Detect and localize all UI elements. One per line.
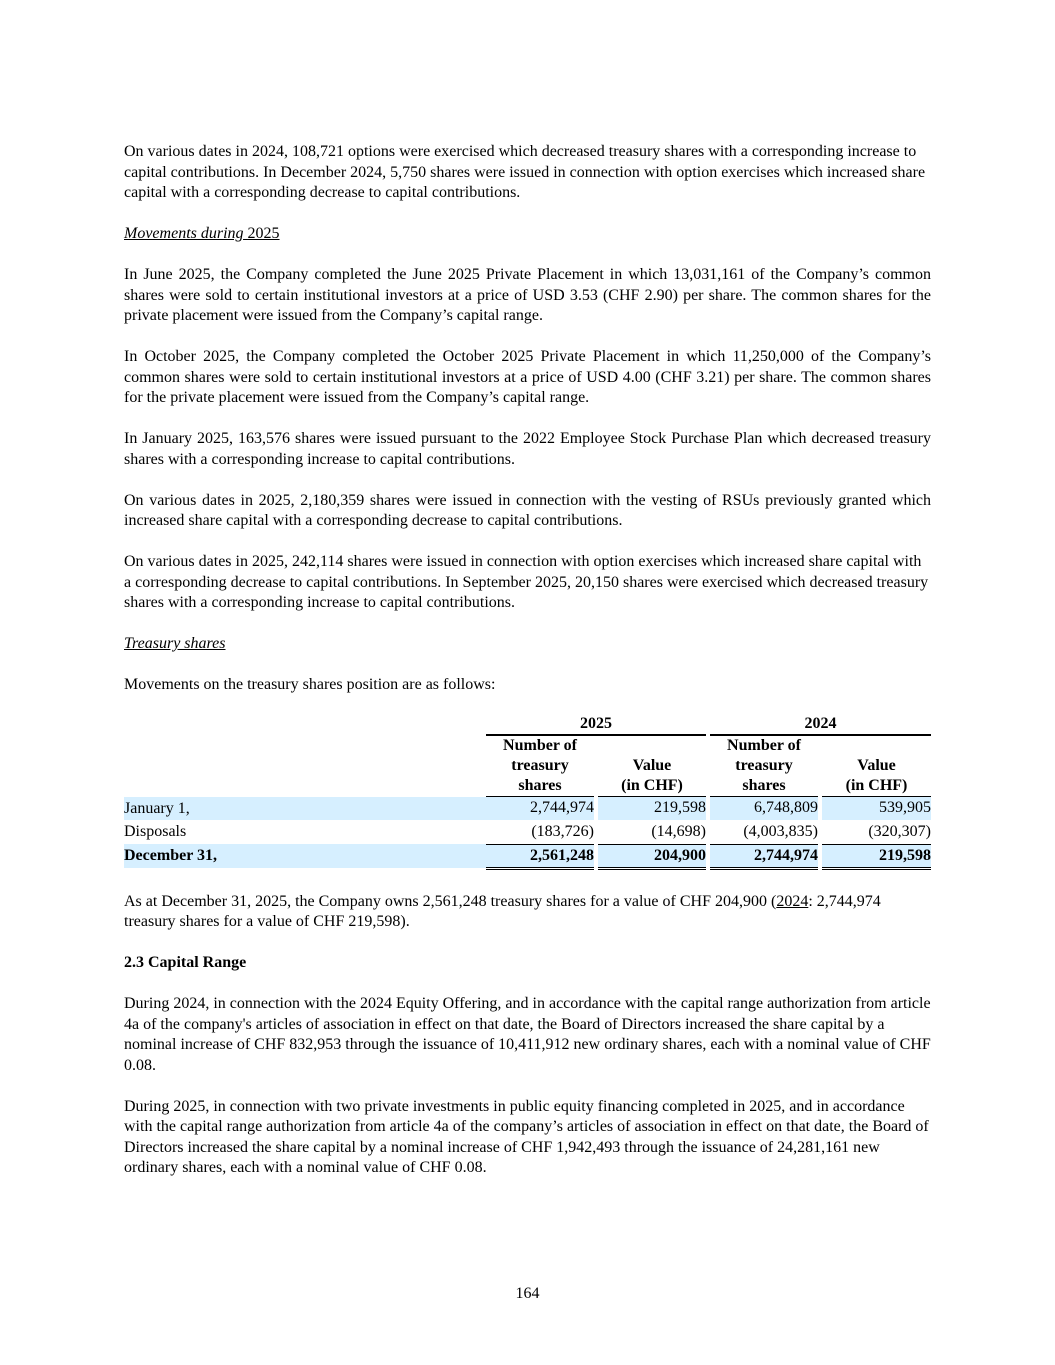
paragraph-rsus: On various dates in 2025, 2,180,359 shares were issued in connection with the vesting of RSUs previously granted which increased share capital with a corresponding decrease to capital contributions.: [124, 491, 931, 529]
row-label: December 31,: [124, 844, 486, 868]
movements-heading-text: Movements during: [124, 225, 244, 242]
table-row: [124, 796, 931, 820]
year-2025-header: 2025: [486, 714, 706, 735]
paragraph-capital-range-2025: During 2025, in connection with two private investments in public equity financing completed in 2025, and in accordance with the capital range authorization from article 4a of the company’s articles of association in effect on that date, the Board of Directors increased the share capital by a nominal increase of CHF 1,942,493 through the issuance of 24,281,161 new ordinary shares, each with a nominal value of CHF 0.08.: [124, 1097, 929, 1176]
cell-value-2024: 219,598: [822, 844, 931, 868]
table-row: [124, 844, 931, 868]
cell-number-2025: 2,561,248: [486, 844, 594, 868]
row-label: Disposals: [124, 823, 187, 840]
paragraph-capital-range-2024: During 2024, in connection with the 2024 Equity Offering, and in accordance with the capital range authorization from article 4a of the company's articles of association in effect on that date, the Board of Directors increased the share capital by a nominal increase of CHF 832,953 through the issuance of 10,411,912 new ordinary shares, each with a nominal value of CHF 0.08.: [124, 995, 931, 1074]
col-number-2024: Number of treasury shares: [727, 736, 801, 794]
year-2024-header: 2024: [710, 714, 931, 735]
cell-number-2024: 6,748,809: [710, 796, 818, 820]
cell-value-2024: (320,307): [868, 822, 931, 840]
cell-number-2025: 2,744,974: [486, 796, 594, 820]
paragraph-october-placement: In October 2025, the Company completed the October 2025 Private Placement in which 11,250,000 of the Company’s common shares were sold to certain institutional investors at a price of USD 4.00 (CHF 3.21) per share. The common shares for the private placement were issued from the Company’s capital range.: [124, 348, 931, 406]
cell-value-2025: 219,598: [598, 796, 706, 820]
cell-number-2024: (4,003,835): [743, 822, 818, 840]
movements-heading-year: 2025: [247, 225, 280, 242]
movements-heading: [124, 224, 931, 245]
section-title-capital-range: 2.3 Capital Range: [124, 954, 247, 971]
col-number-2025: Number of treasury shares: [503, 736, 577, 794]
cell-number-2025: (183,726): [531, 822, 594, 840]
treasury-shares-table: [124, 714, 931, 870]
treasury-intro: Movements on the treasury shares position are as follows:: [124, 676, 496, 693]
paragraph-option-exercises-2025: On various dates in 2025, 242,114 shares were issued in connection with option exercises which increased share capital with a corresponding decrease to capital contributions. In September 2025, 20,150 shares were exercised which decreased treasury shares with a corresponding increase to capital contributions.: [124, 553, 929, 611]
paragraph-june-placement: In June 2025, the Company completed the June 2025 Private Placement in which 13,031,161 of the Company’s common shares were sold to certain institutional investors at a price of USD 3.53 (CHF 2.90) per share. The common shares for the private placement were issued from the Company’s capital range.: [124, 266, 931, 324]
paragraph-options-2024: On various dates in 2024, 108,721 options were exercised which decreased treasury shares with a corresponding increase to capital contributions. In December 2024, 5,750 shares were issued in connection with option exercises which increased share capital with a corresponding decrease to capital contributions.: [124, 143, 926, 201]
row-label: January 1,: [124, 796, 486, 820]
col-value-2024: Value (in CHF): [845, 756, 908, 794]
cell-value-2024: 539,905: [822, 796, 931, 820]
paragraph-espp: In January 2025, 163,576 shares were issued pursuant to the 2022 Employee Stock Purchase Plan which decreased treasury shares with a corresponding increase to capital contributions.: [124, 430, 931, 468]
paragraph-treasury-summary: As at December 31, 2025, the Company owns 2,561,248 treasury shares for a value of CHF 204,900 (2024: 2,744,974 treasury shares for a value of CHF 219,598).: [124, 892, 881, 930]
cell-value-2025: 204,900: [598, 844, 706, 868]
treasury-shares-heading: Treasury shares: [124, 635, 226, 652]
page-body: [124, 142, 931, 1199]
page-number: 164: [515, 1285, 540, 1302]
cell-number-2024: 2,744,974: [710, 844, 818, 868]
cell-value-2025: (14,698): [651, 822, 706, 840]
col-value-2025: Value (in CHF): [621, 756, 683, 794]
table-row: [124, 820, 931, 844]
